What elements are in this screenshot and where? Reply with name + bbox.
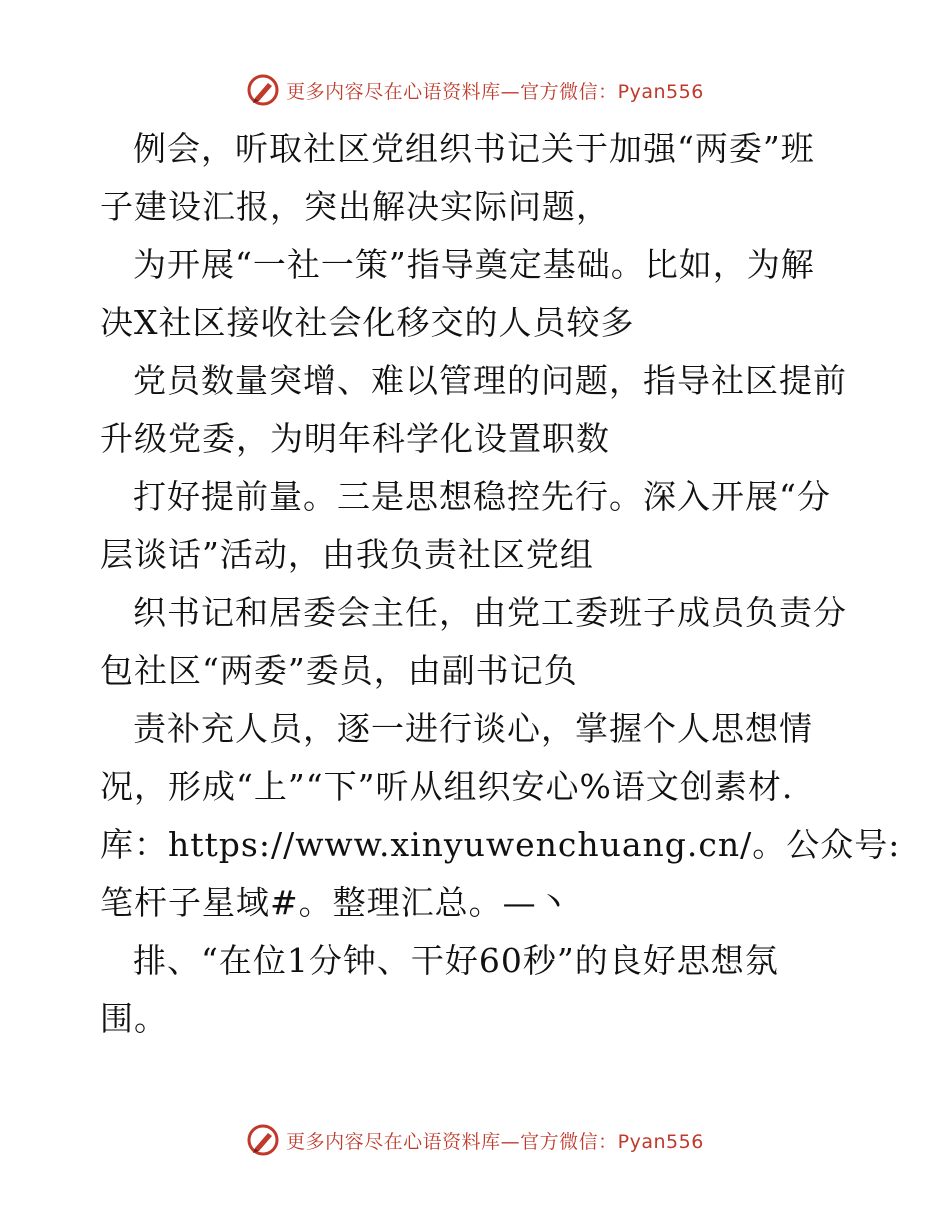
body-line: 子建设汇报，突出解决实际问题， bbox=[100, 187, 610, 226]
body-line: 为开展“一社一策”指导奠定基础。比如，为解 bbox=[133, 245, 815, 284]
body-line: 包社区“两委”委员，由副书记负 bbox=[100, 651, 578, 690]
footer-banner bbox=[0, 1120, 950, 1160]
body-line: 打好提前量。三是思想稳控先行。深入开展“分 bbox=[133, 477, 831, 516]
pen-logo-icon bbox=[246, 73, 280, 107]
body-line: 围。 bbox=[100, 999, 168, 1038]
pen-logo-icon bbox=[246, 1123, 280, 1157]
body-line: 责补充人员，逐一进行谈心，掌握个人思想情 bbox=[133, 709, 813, 748]
body-line: 排、“在位1分钟、干好60秒”的良好思想氛 bbox=[133, 941, 779, 980]
footer-banner-text: 更多内容尽在心语资料库—官方微信：Pyan556 bbox=[286, 1130, 704, 1153]
body-line: 层谈话”活动，由我负责社区党组 bbox=[100, 535, 594, 574]
body-line: 库：https://www.xinyuwenchuang.cn/。公众号: bbox=[100, 825, 901, 864]
document-body bbox=[100, 120, 901, 1048]
body-line: 党员数量突增、难以管理的问题，指导社区提前 bbox=[133, 361, 847, 400]
body-line: 笔杆子星域#。整理汇总。—丶 bbox=[100, 883, 571, 922]
body-line: 升级党委，为明年科学化设置职数 bbox=[100, 419, 610, 458]
header-banner bbox=[0, 70, 950, 110]
header-banner-text: 更多内容尽在心语资料库—官方微信：Pyan556 bbox=[286, 80, 704, 103]
body-line: 况，形成“上”“下”听从组织安心%语文创素材. bbox=[100, 767, 794, 806]
body-line: 例会，听取社区党组织书记关于加强“两委”班 bbox=[133, 129, 815, 168]
body-line: 织书记和居委会主任，由党工委班子成员负责分 bbox=[133, 593, 847, 632]
body-line: 决X社区接收社会化移交的人员较多 bbox=[100, 303, 635, 342]
